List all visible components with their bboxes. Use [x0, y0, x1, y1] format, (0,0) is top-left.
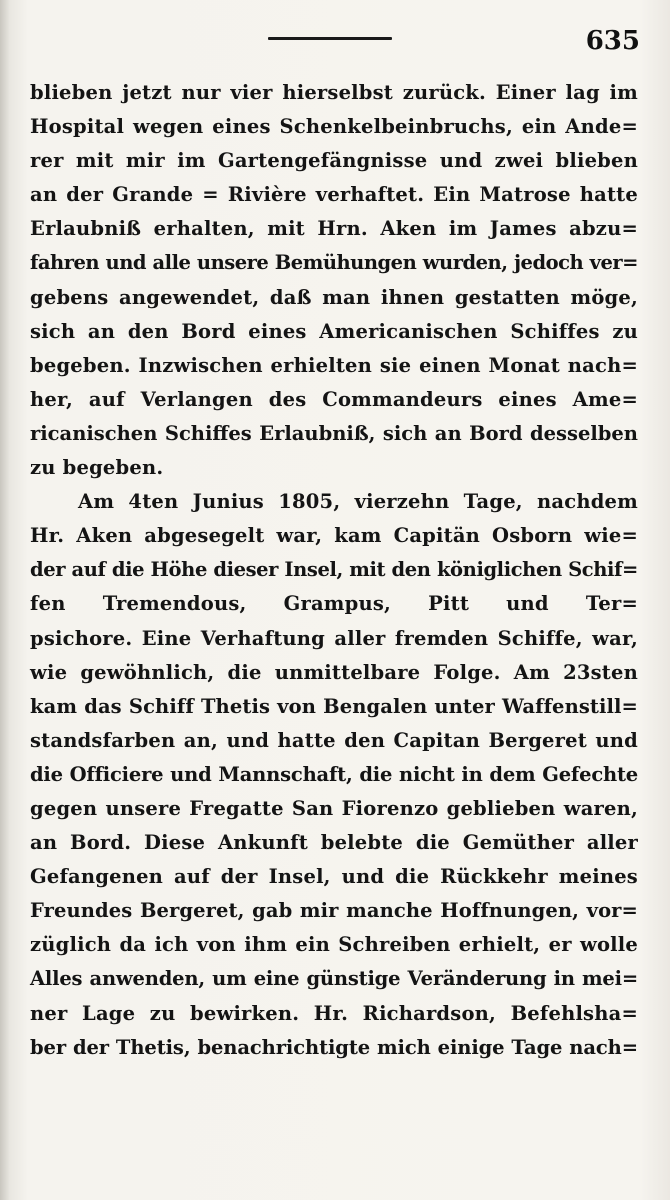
text-line: sich an den Bord eines Americanischen Schiffes zu	[30, 319, 638, 343]
text-line: psichore. Eine Verhaftung aller fremden Schiffe, war,	[30, 626, 638, 650]
text-line: zu begeben.	[30, 456, 164, 480]
text-line: gegen unsere Fregatte San Fiorenzo geblieben waren,	[30, 796, 638, 820]
text-line: blieben jetzt nur vier hierselbst zurück. Einer lag im	[30, 81, 638, 104]
text-line: Freundes Bergeret, gab mir manche Hoffnungen, vor=	[30, 899, 638, 923]
text-line: an Bord. Diese Ankunft belebte die Gemüther aller	[30, 831, 638, 855]
header-rule	[268, 37, 392, 40]
page-number: 635	[585, 26, 640, 56]
text-line: Erlaubniß erhalten, mit Hrn. Aken im James abzu=	[30, 217, 638, 241]
text-line: fahren und alle unsere Bemühungen wurden, jedoch ver=	[30, 251, 638, 275]
text-line: Am 4ten Junius 1805, vierzehn Tage, nachdem	[78, 490, 638, 514]
text-line: fen Tremendous, Grampus, Pitt und Ter=	[30, 592, 638, 616]
text-line: ner Lage zu bewirken. Hr. Richardson, Befehlsha=	[30, 1001, 638, 1025]
text-line: züglich da ich von ihm ein Schreiben erhielt, er wolle	[30, 933, 638, 957]
body-text	[30, 76, 638, 1065]
text-line: Gefangenen auf der Insel, und die Rückkehr meines	[30, 865, 638, 889]
text-line: die Officiere und Mannschaft, die nicht in dem Gefechte	[30, 762, 638, 786]
text-line: Alles anwenden, um eine günstige Veränderung in mei=	[30, 967, 638, 991]
text-line: standsfarben an, und hatte den Capitan Bergeret und	[30, 728, 638, 752]
text-line: her, auf Verlangen des Commandeurs eines Ame=	[30, 387, 638, 411]
text-line: Hospital wegen eines Schenkelbeinbruchs, ein Ande=	[30, 115, 638, 139]
text-line: ricanischen Schiffes Erlaubniß, sich an Bord desselben	[30, 421, 638, 445]
text-line: an der Grande = Rivière verhaftet. Ein Matrose hatte	[30, 183, 638, 207]
text-line: der auf die Höhe dieser Insel, mit den königlichen Schif=	[30, 558, 638, 582]
text-line: rer mit mir im Gartengefängnisse und zwei blieben	[30, 149, 638, 173]
text-line: ber der Thetis, benachrichtigte mich einige Tage nach=	[30, 1035, 638, 1059]
text-line: Hr. Aken abgesegelt war, kam Capitän Osborn wie=	[30, 524, 638, 548]
text-line: kam das Schiff Thetis von Bengalen unter Waffenstill=	[30, 694, 638, 718]
text-line: gebens angewendet, daß man ihnen gestatten möge,	[30, 285, 638, 309]
text-line: begeben. Inzwischen erhielten sie einen Monat nach=	[30, 353, 638, 377]
text-line: wie gewöhnlich, die unmittelbare Folge. Am 23sten	[30, 660, 638, 684]
